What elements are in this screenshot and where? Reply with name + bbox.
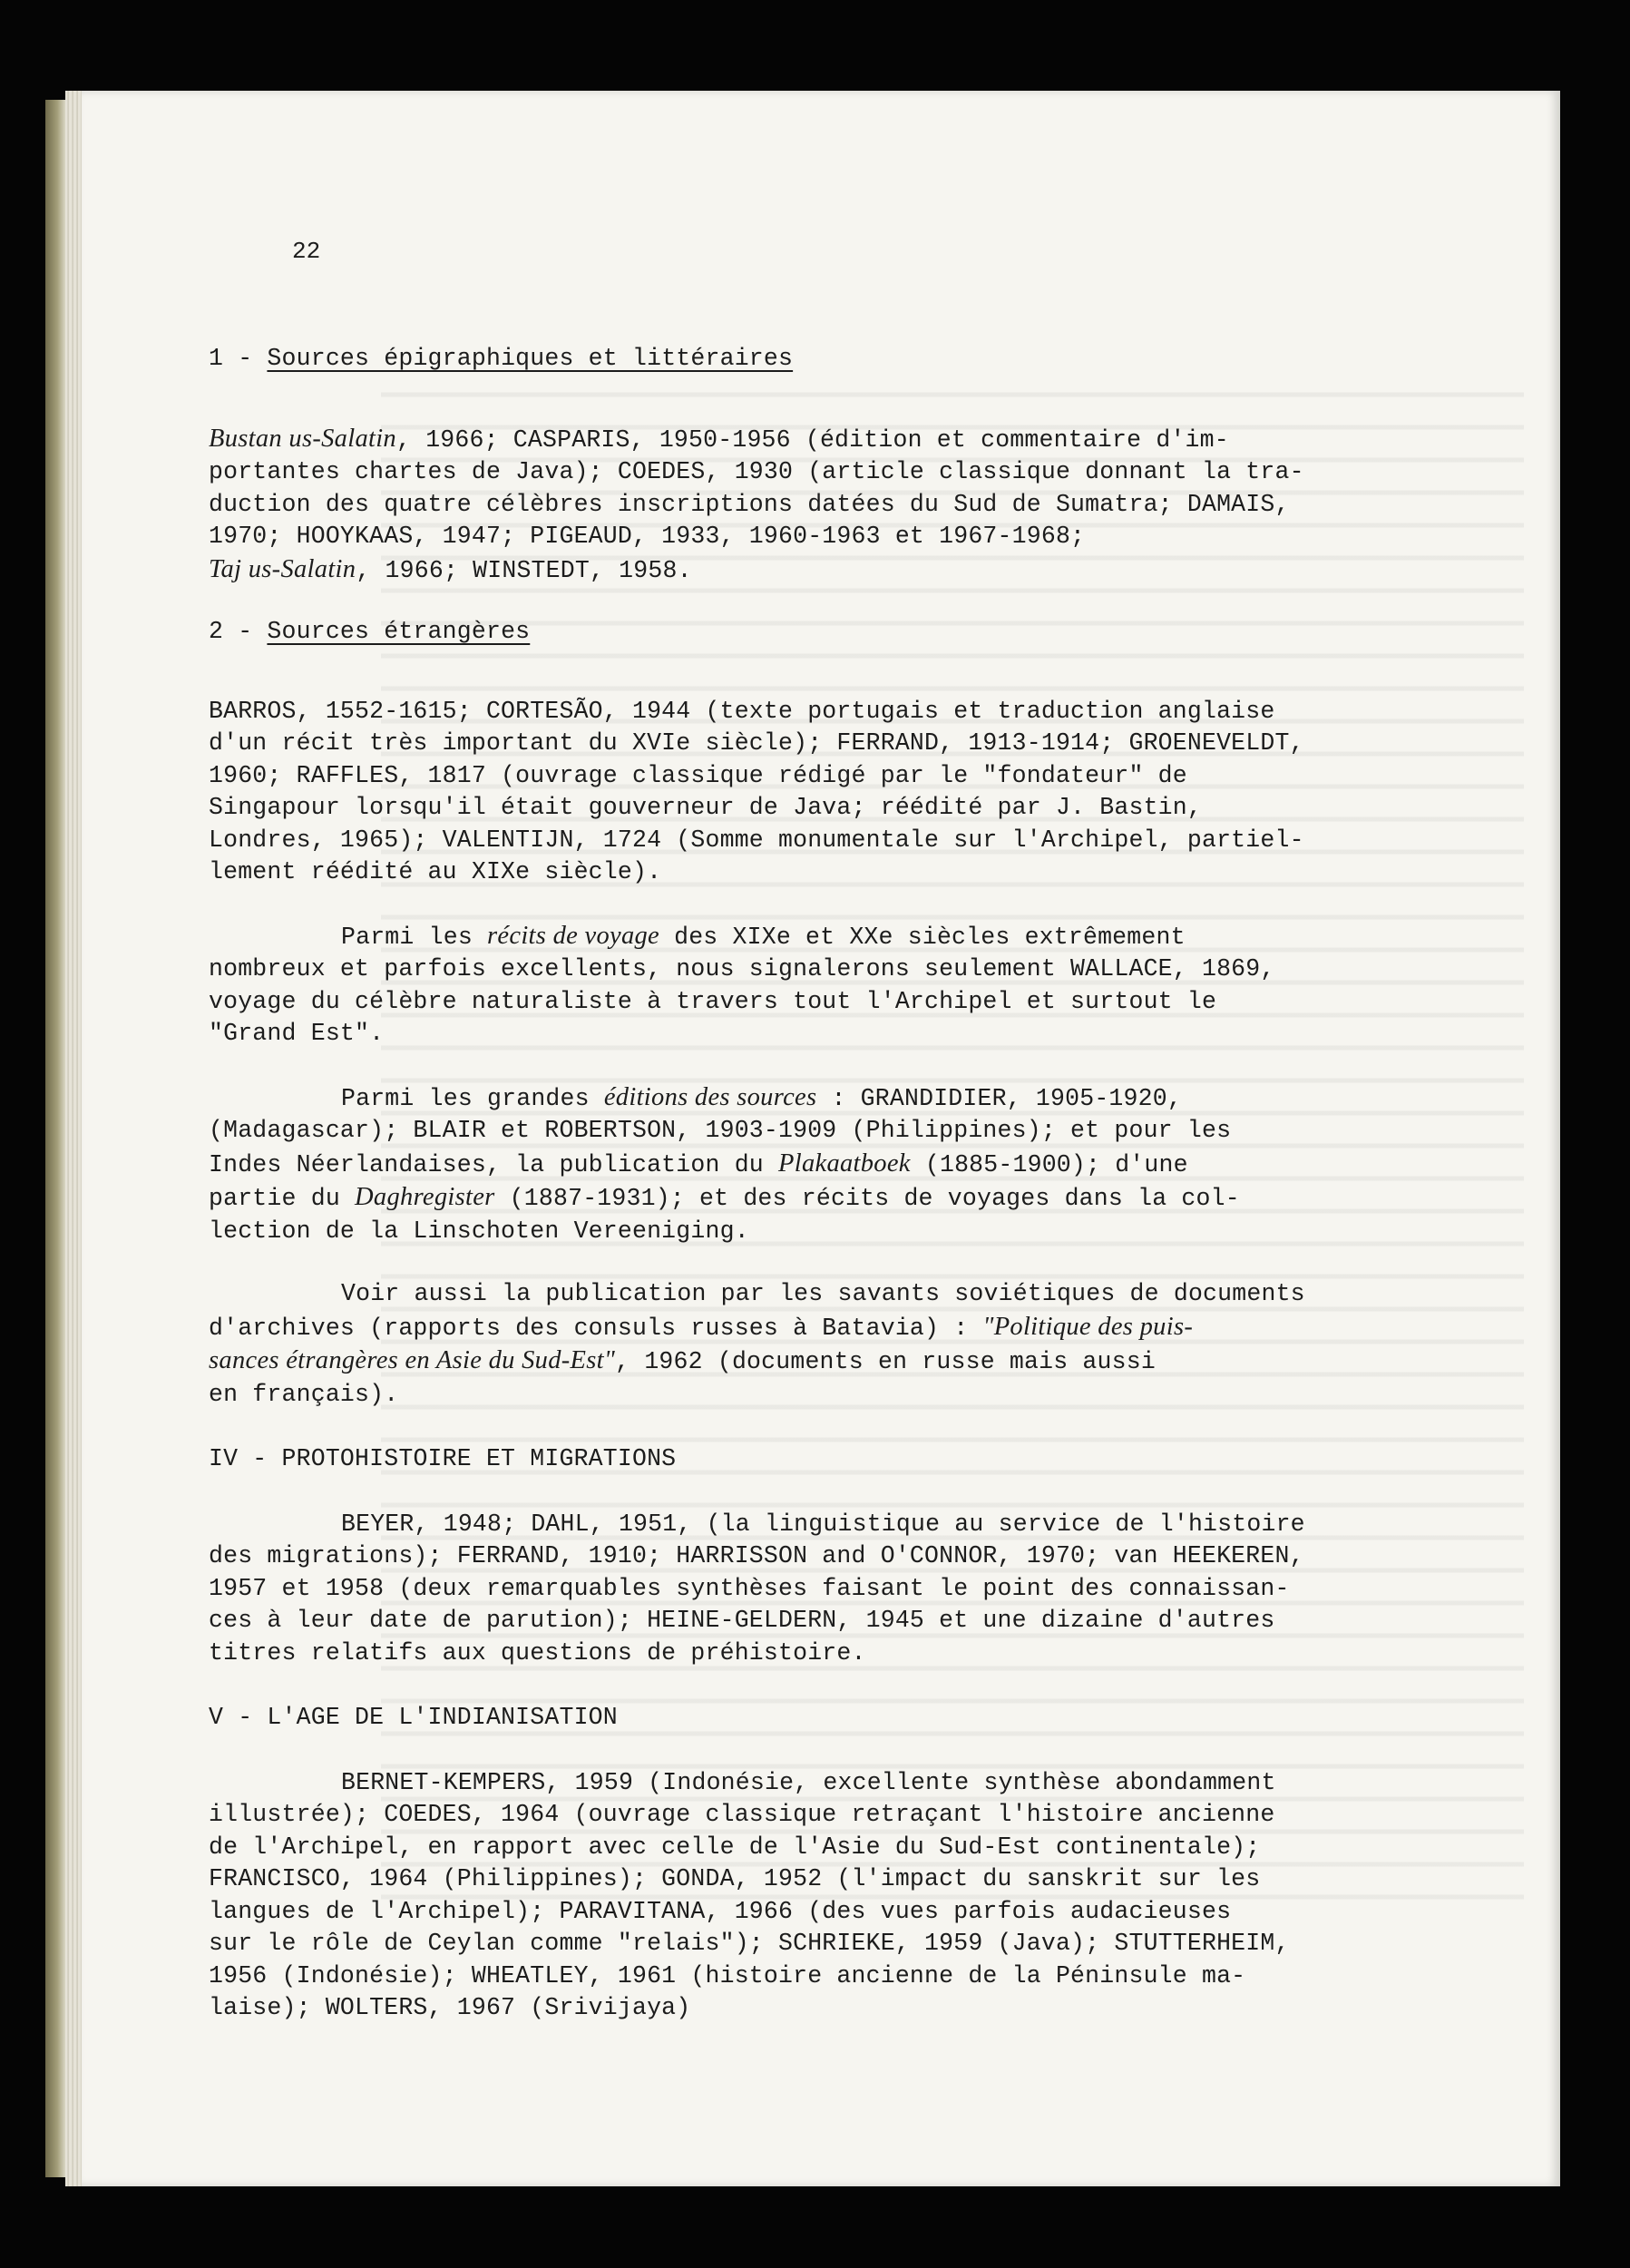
section-protohistoire [209,1443,1415,1669]
page-content [209,236,1415,2021]
section-heading [209,1443,1415,1476]
section-heading [209,343,1415,376]
paragraph: BEYER, 1948; DAHL, 1951, (la linguistique au service de l'histoire des migrations); FERRAND, 1910; HARRISSON and O'CONNOR, 1970; van HEEKEREN, 1957 et 1958 (deux remarquables synthèses faisant le point des connaissan- ces à leur date de parution); HEINE-GELDERN, 1945 et une dizaine d'autres titres relatifs aux questions de préhistoire. [209,1510,1305,1667]
heading-title: PROTOHISTOIRE ET MIGRATIONS [281,1445,677,1472]
paragraph: BARROS, 1552-1615; CORTESÃO, 1944 (texte portugais et traduction anglaise d'un récit très important du XVIe siècle); FERRAND, 1913-1914; GROENEVELDT, 1960; RAFFLES, 1817 (ouvrage classique rédigé par le "fondateur" de Singapour lorsqu'il était gouverneur de Java; réédité par J. Bastin, Londres, 1965); VALENTIJN, 1724 (Somme monumentale sur l'Archipel, partiel- lement réédité au XIXe siècle). [209,697,1304,885]
paragraph: Parmi les récits de voyage des XIXe et XXe siècles extrêmement nombreux et parfois excellents, nous signalerons seulement WALLACE, 1869, voyage du célèbre naturaliste à travers tout l'Archipel et surtout le "Grand Est". [209,921,1275,1047]
paragraph: Parmi les grandes éditions des sources : GRANDIDIER, 1905-1920, (Madagascar); BLAIR et ROBERTSON, 1903-1909 (Philippines); et pour les Indes Néerlandaises, la publication du Plakaatboek (1885-1900); d'une partie du Daghregister (1887-1931); et des récits de voyages dans la col- lection de la Linschoten Vereeniging. [209,1082,1240,1245]
section-heading [209,616,1415,649]
section-sources-etrangeres [209,616,1415,1411]
heading-number: 2 - [209,618,268,645]
heading-number: 1 - [209,345,268,372]
book-spine [45,100,65,2177]
paragraph: BERNET-KEMPERS, 1959 (Indonésie, excellente synthèse abondamment illustrée); COEDES, 1964 (ouvrage classique retraçant l'histoire ancienne de l'Archipel, en rapport avec celle de l'Asie du Sud-Est continentale); FRANCISCO, 1964 (Philippines); GONDA, 1952 (l'impact du sanskrit sur les langues de l'Archipel); PARAVITANA, 1966 (des vues parfois audacieuses sur le rôle de Ceylan comme "relais"); SCHRIEKE, 1959 (Java); STUTTERHEIM, 1956 (Indonésie); WHEATLEY, 1961 (histoire ancienne de la Péninsule ma- laise); WOLTERS, 1967 (Srivijaya) [209,1768,1290,2021]
heading-title: Sources épigraphiques et littéraires [267,345,794,372]
section-sources-epigraphiques [209,343,1415,587]
heading-title: Sources étrangères [267,618,531,645]
heading-number: IV - [209,1445,282,1472]
heading-title: L'AGE DE L'INDIANISATION [267,1704,618,1731]
section-indianisation [209,1702,1415,2025]
page-number: 22 [292,238,321,265]
paragraph: Bustan us-Salatin, 1966; CASPARIS, 1950-1956 (édition et commentaire d'im- portantes chartes de Java); COEDES, 1930 (article classique donnant la tra- duction des quatre célèbres inscriptions datées du Sud de Sumatra; DAMAIS, 1970; HOOYKAAS, 1947; PIGEAUD, 1933, 1960-1963 et 1967-1968; Taj us-Salatin, 1966; WINSTEDT, 1958. [209,424,1304,584]
section-heading [209,1702,1415,1735]
heading-number: V - [209,1704,268,1731]
paragraph: Voir aussi la publication par les savants soviétiques de documents d'archives (rapports des consuls russes à Batavia) : "Politique des puis- sances étrangères en Asie du Sud-Est", 1962 (documents en russe mais aussi en français). [209,1280,1305,1408]
